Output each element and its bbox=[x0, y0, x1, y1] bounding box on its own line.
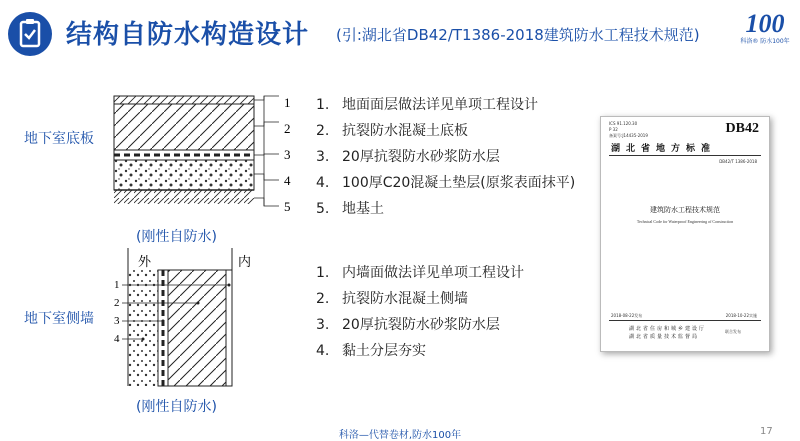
cover-std-number: DB42/T 1386-2018 bbox=[719, 159, 757, 164]
floor-number-1: 1 bbox=[284, 95, 291, 110]
outside-label: 外 bbox=[138, 255, 152, 270]
floor-number-3: 3 bbox=[284, 147, 291, 162]
floor-number-4: 4 bbox=[284, 173, 291, 188]
page-subtitle: (引:湖北省DB42/T1386-2018建筑防水工程技术规范) bbox=[336, 26, 700, 44]
list-item: 3. 20厚抗裂防水砂浆防水层 bbox=[316, 317, 500, 333]
page-title: 结构自防水构造设计 bbox=[66, 20, 310, 50]
floor-section-label: 地下室底板 bbox=[24, 131, 94, 147]
cover-issuer-2: 湖北省质量技术监督局 bbox=[629, 334, 700, 340]
list-item: 5. 地基土 bbox=[316, 201, 384, 217]
list-item: 1. 地面面层做法详见单项工程设计 bbox=[316, 97, 538, 113]
list-item: 4. 100厚C20混凝土垫层(原浆表面抹平) bbox=[316, 175, 576, 191]
floor-layer-list bbox=[316, 92, 575, 222]
floor-section-diagram bbox=[104, 88, 304, 218]
wall-number-3: 3 bbox=[114, 315, 120, 327]
cover-db-code: DB42 bbox=[725, 121, 759, 136]
cover-issuer-suffix: 联合发布 bbox=[725, 329, 741, 334]
checklist-icon bbox=[8, 12, 52, 56]
logo-text: 100 bbox=[745, 9, 785, 38]
list-item: 3. 20厚抗裂防水砂浆防水层 bbox=[316, 149, 500, 165]
standard-cover-image bbox=[600, 116, 770, 352]
floor-section-caption: (刚性自防水) bbox=[136, 229, 217, 245]
wall-section-caption: (刚性自防水) bbox=[136, 399, 217, 415]
logo-caption: 科洛® 防水100年 bbox=[740, 38, 790, 45]
wall-section-diagram bbox=[108, 248, 268, 388]
wall-number-1: 1 bbox=[114, 279, 120, 291]
cover-province-standard: 湖北省地方标准 bbox=[611, 144, 717, 154]
cover-issue-date: 2018-08-22发布 bbox=[611, 313, 643, 318]
brand-logo bbox=[734, 4, 796, 46]
list-item: 2. 抗裂防水混凝土侧墙 bbox=[316, 291, 468, 307]
cover-title-cn: 建筑防水工程技术规范 bbox=[650, 206, 720, 214]
wall-number-4: 4 bbox=[114, 333, 120, 345]
floor-number-5: 5 bbox=[284, 199, 291, 214]
wall-section-label: 地下室侧墙 bbox=[24, 311, 94, 327]
page-number: 17 bbox=[760, 426, 773, 437]
footer-slogan: 科洛—代替卷材,防水100年 bbox=[338, 430, 462, 441]
cover-issuer-1: 湖北省住房和城乡建设厅 bbox=[629, 326, 707, 332]
wall-number-2: 2 bbox=[114, 297, 120, 309]
list-item: 1. 内墙面做法详见单项工程设计 bbox=[316, 265, 524, 281]
cover-code-line: ICS 91.120.30 bbox=[609, 121, 638, 126]
list-item: 4. 黏土分层夯实 bbox=[316, 343, 426, 359]
wall-layer-list bbox=[316, 260, 524, 364]
list-item: 2. 抗裂防水混凝土底板 bbox=[316, 123, 468, 139]
cover-title-en: Technical Code for Waterproof Engineering of Construction bbox=[636, 219, 734, 224]
inside-label: 内 bbox=[238, 255, 252, 270]
floor-number-2: 2 bbox=[284, 121, 291, 136]
cover-impl-date: 2018-10-22实施 bbox=[725, 313, 757, 318]
cover-code-line: 备案号:J14435-2019 bbox=[609, 133, 648, 138]
cover-code-line: P 32 bbox=[609, 127, 618, 132]
